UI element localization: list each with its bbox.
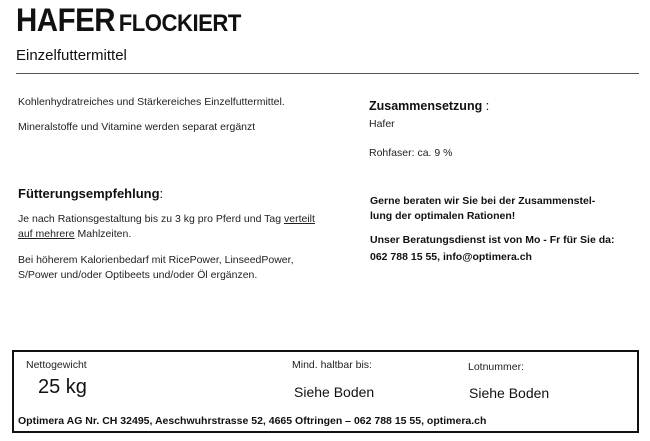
advice-line-1: Gerne beraten wir Sie bei der Zusammenstel- [370, 195, 596, 207]
advice-line-3: Unser Beratungsdienst ist von Mo - Fr für Sie da: [370, 234, 615, 246]
feeding-heading [18, 186, 163, 201]
company-footer: Optimera AG Nr. CH 32495, Aeschwuhrstrasse 52, 4665 Oftringen – 062 788 15 55, optimera.ch [18, 415, 487, 427]
composition-heading-text: Zusammensetzung [369, 99, 483, 113]
product-title [16, 2, 241, 39]
feeding-text-end: Mahlzeiten. [74, 228, 132, 240]
feeding-text [18, 212, 318, 242]
composition-heading [369, 99, 489, 113]
net-weight-label: Nettogewicht [26, 359, 87, 371]
feeding-heading-colon: : [159, 186, 164, 201]
lot-number-label: Lotnummer: [468, 361, 525, 373]
intro-line-1: Kohlenhydratreiches und Stärkereiches Einzelfuttermittel. [18, 96, 285, 108]
intro-line-2: Mineralstoffe und Vitamine werden separat ergänzt [18, 121, 256, 133]
best-before-label: Mind. haltbar bis: [292, 359, 372, 371]
product-title-sub: FLOCKIERT [118, 10, 241, 37]
feeding-underline-1: verteilt [283, 213, 315, 225]
header-divider [16, 73, 639, 74]
product-title-main: HAFER [16, 2, 116, 38]
composition-fiber: Rohfaser: ca. 9 % [369, 147, 453, 159]
composition-ingredient: Hafer [369, 118, 395, 130]
feeding-text-start: Je nach Rationsgestaltung bis zu 3 kg pro Pferd und Tag [18, 213, 284, 225]
feeding-extra-line-2: S/Power und/oder Optibeets und/oder Öl ergänzen. [18, 269, 258, 281]
composition-heading-colon: : [482, 99, 490, 113]
feeding-heading-text: Fütterungsempfehlung [18, 186, 160, 201]
advice-line-4: 062 788 15 55, info@optimera.ch [370, 251, 532, 263]
best-before-value: Siehe Boden [294, 384, 375, 400]
feeding-extra-line-1: Bei höherem Kalorienbedarf mit RicePower, LinseedPower, [18, 254, 294, 266]
product-subtitle: Einzelfuttermittel [16, 47, 127, 64]
net-weight-value: 25 kg [38, 376, 87, 398]
feeding-underline-2: auf mehrere [18, 228, 75, 240]
lot-number-value: Siehe Boden [469, 385, 550, 401]
advice-line-2: lung der optimalen Rationen! [370, 210, 516, 222]
